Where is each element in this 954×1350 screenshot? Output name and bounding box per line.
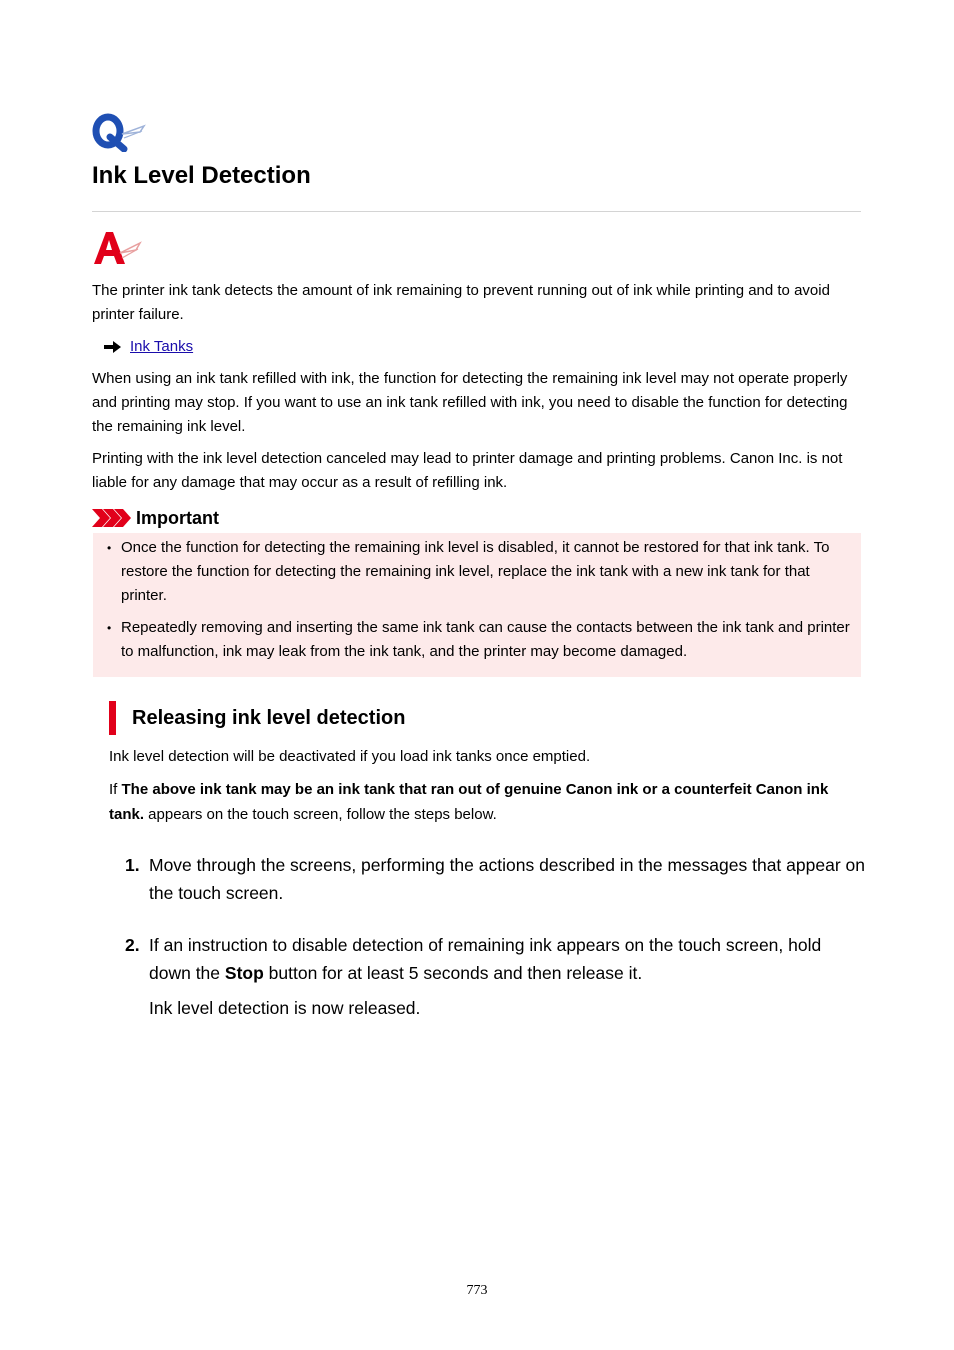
step-result: Ink level detection is now released. bbox=[149, 998, 421, 1018]
stop-button-label: Stop bbox=[224, 962, 264, 983]
important-chevrons-icon bbox=[92, 509, 132, 527]
refill-paragraph: When using an ink tank refilled with ink, the function for detecting the remaining ink level may not operate properly and printing may stop. If you want to use an ink tank refilled with ink, you need to disable the function for detecting the remaining ink level. bbox=[92, 370, 848, 435]
page-title: Ink Level Detection bbox=[92, 162, 311, 189]
step-number: 2. bbox=[125, 935, 140, 955]
right-arrow-icon bbox=[104, 341, 121, 353]
important-label: Important bbox=[136, 508, 219, 528]
intro-paragraph: The printer ink tank detects the amount of ink remaining to prevent running out of ink while printing and to avoid printer failure. bbox=[92, 282, 830, 323]
ink-tanks-link[interactable]: Ink Tanks bbox=[130, 338, 194, 355]
section-title: Releasing ink level detection bbox=[132, 707, 406, 729]
important-box bbox=[93, 533, 861, 677]
step-text: Move through the screens, performing the actions described in the messages that appear on the touch screen. bbox=[149, 855, 865, 903]
step-1 bbox=[125, 852, 865, 907]
important-item: • Repeatedly removing and inserting the same ink tank can cause the contacts between the ink tank and printer to malfunction, ink may leak from the ink tank, and the printer may become damaged. bbox=[107, 616, 852, 664]
title-divider bbox=[92, 211, 861, 212]
related-link-row bbox=[104, 335, 193, 359]
step-text: If an instruction to disable detection of remaining ink appears on the touch screen, hold down the Stop button for at least 5 seconds and then release it. bbox=[149, 935, 822, 983]
question-q-icon bbox=[92, 112, 148, 152]
section-marker-bar bbox=[109, 701, 116, 735]
screen-message: The above ink tank may be an ink tank that ran out of genuine Canon ink or a counterfeit Canon ink tank. bbox=[109, 781, 829, 823]
answer-a-icon bbox=[92, 229, 144, 269]
bullet-dot: • bbox=[107, 541, 112, 555]
bullet-dot: • bbox=[107, 621, 112, 635]
important-heading bbox=[92, 506, 219, 530]
liability-paragraph: Printing with the ink level detection canceled may lead to printer damage and printing problems. Canon Inc. is not liable for any damage that may occur as a result of refilling ink. bbox=[92, 450, 843, 491]
section-instruction-paragraph: If The above ink tank may be an ink tank that ran out of genuine Canon ink or a counterfeit Canon ink tank. appears on the touch screen, follow the steps below. bbox=[109, 781, 829, 823]
section-paragraph: Ink level detection will be deactivated if you load ink tanks once emptied. bbox=[109, 748, 591, 765]
step-number: 1. bbox=[125, 855, 140, 875]
page-number: 773 bbox=[466, 1283, 488, 1298]
important-item: • Once the function for detecting the remaining ink level is disabled, it cannot be restored for that ink tank. To restore the function for detecting the remaining ink level, replace the ink tank with a new ink tank for that printer. bbox=[107, 536, 852, 608]
step-2 bbox=[125, 932, 865, 987]
